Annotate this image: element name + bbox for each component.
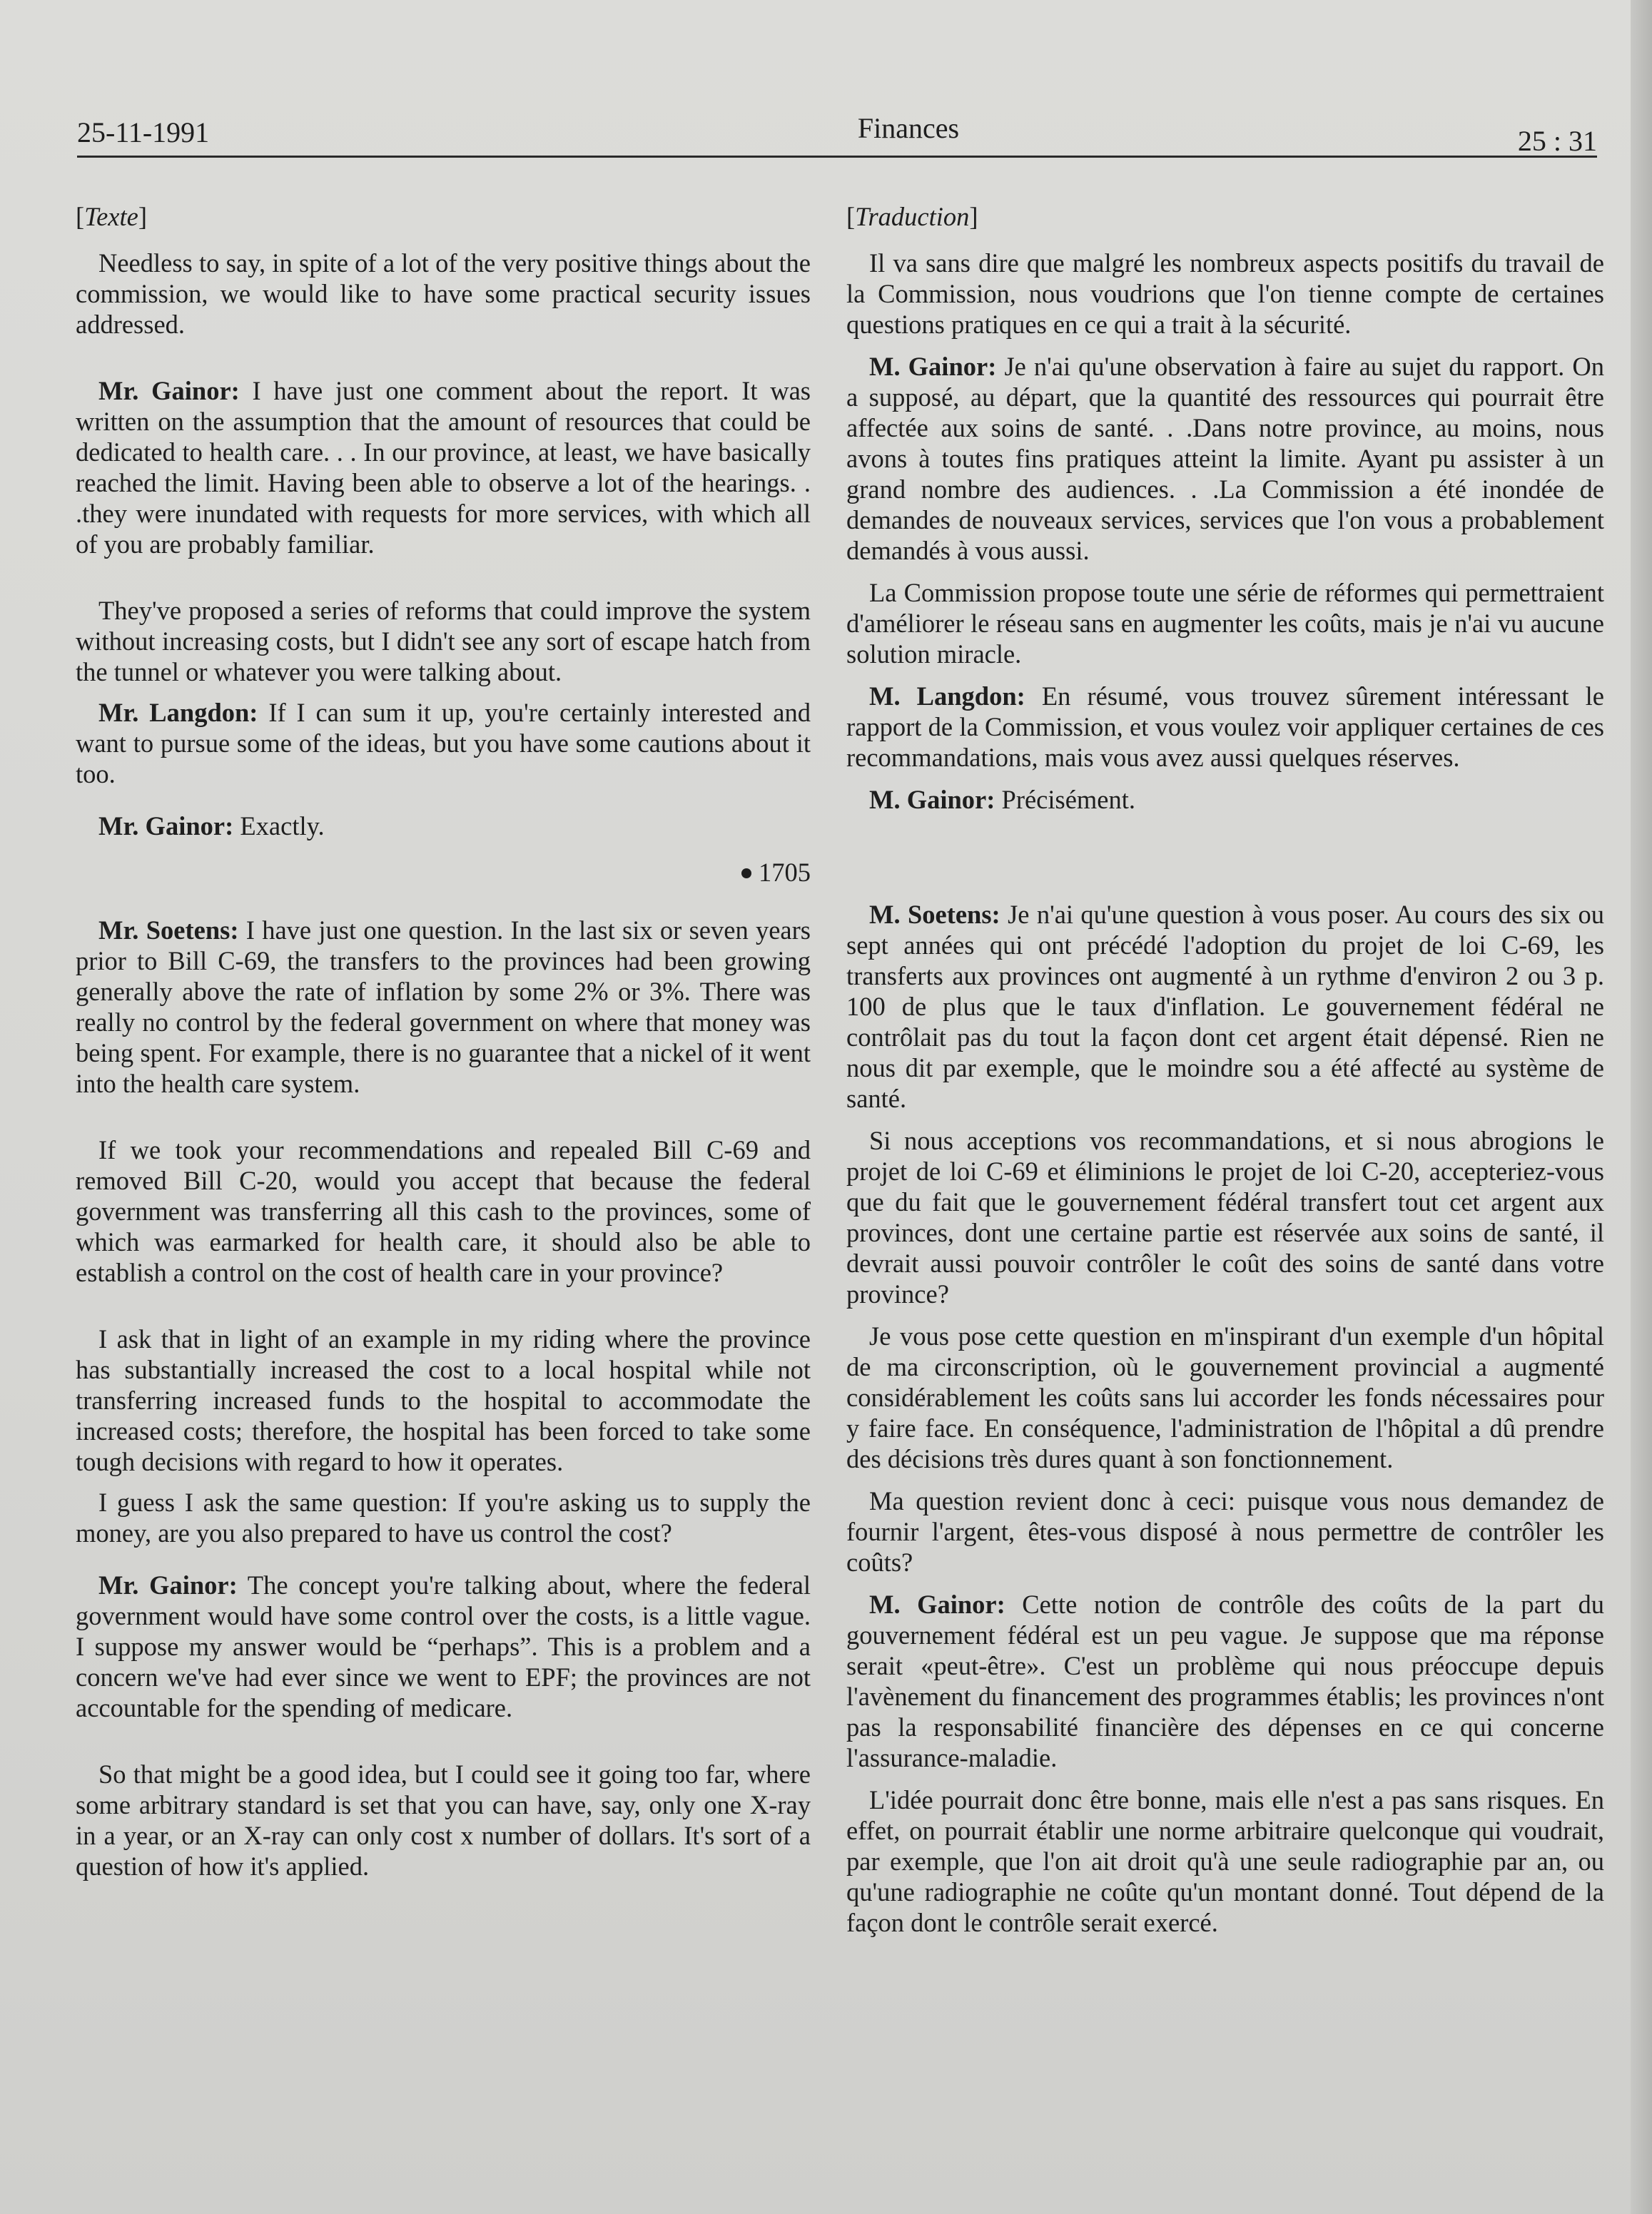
column-tag: [Traduction] (846, 202, 978, 231)
speaker-name: Mr. Langdon: (98, 698, 258, 727)
speaker-paragraph: Mr. Gainor: Exactly. (98, 811, 325, 841)
header-page-number: 25 : 31 (1517, 125, 1597, 157)
header-title: Finances (857, 112, 960, 144)
paragraph: They've proposed a series of reforms that could improve the system without increasing costs, but I didn't see any sort of escape hatch from the tunnel or whatever you were talking about. (76, 596, 811, 686)
speaker-name: Mr. Soetens: (98, 915, 239, 945)
page-header (77, 111, 1597, 158)
speaker-name: M. Gainor: (869, 1590, 1005, 1619)
speaker-name: Mr. Gainor: (98, 811, 234, 841)
paragraph: So that might be a good idea, but I could see it going too far, where some arbitrary standard is set that you can have, say, only one X-ray in a year, or an X-ray can only cost x number of dollars. It's sort of a question of how it's applied. (76, 1759, 811, 1881)
paragraph: If we took your recommendations and repealed Bill C-69 and removed Bill C-20, would you accept that because the federal government was transferring all this cash to the provinces, some of which was earmarked for health care, it should also be able to establish a control on the cost of health care in your province? (76, 1135, 811, 1287)
paragraph: I ask that in light of an example in my riding where the province has substantially increased the cost to a local hospital while not transferring increased funds to the hospital to accommodate the increased costs; therefore, the hospital has been forced to take some tough decisions with regard to how it operates. (76, 1324, 811, 1476)
speaker-paragraph: M. Gainor: Précisément. (869, 785, 1136, 814)
speaker-paragraph: M. Soetens: Je n'ai qu'une question à vous poser. Au cours des six ou sept années qui ont précédé l'adoption du projet de loi C-69, les transferts aux provinces ont augmenté à un rythme d'environ 2 ou 3 p. 100 de plus que le taux d'inflation. Le gouvernement fédéral ne contrôlait pas du tout la façon dont cet argent était dépensé. Rien ne nous dit par exemple, que le moindre sou a été affecté au système de santé. (846, 900, 1604, 1113)
english-column (76, 201, 811, 1882)
speaker-name: M. Langdon: (869, 681, 1025, 711)
speaker-name: Mr. Gainor: (98, 376, 240, 405)
speaker-paragraph: M. Gainor: Cette notion de contrôle des coûts de la part du gouvernement fédéral est un peu vague. Je suppose que ma réponse serait «peut-être». C'est un problème qui nous préoccupe depuis l'avènement du financement des programmes établis; les provinces n'ont pas la responsabilité financière des dépenses en ce qui concerne l'assurance-maladie. (846, 1590, 1604, 1772)
speaker-name: M. Soetens: (869, 900, 1000, 929)
paragraph: Je vous pose cette question en m'inspirant d'un exemple d'un hôpital de ma circonscription, où le gouvernement provincial a augmenté considérablement les coûts sans lui accorder les fonds nécessaires pour y faire face. En conséquence, l'administration de l'hôpital a dû prendre des décisions très dures quant à son fonctionnement. (846, 1321, 1604, 1473)
paragraph: Il va sans dire que malgré les nombreux aspects positifs du travail de la Commission, nous voudrions que l'on tienne compte de certaines questions pratiques en ce qui a trait à la sécurité. (846, 248, 1604, 339)
speaker-paragraph: Mr. Langdon: If I can sum it up, you're certainly interested and want to pursue some of the ideas, but you have some cautions about it too. (76, 698, 811, 788)
paragraph: L'idée pourrait donc être bonne, mais elle n'est a pas sans risques. En effet, on pourrait établir une norme arbitraire quelconque qui voudrait, par exemple, que l'on ait droit qu'à une seule radiographie par an, ou qu'une radiographie ne coûte qu'un montant donné. Tout dépend de la façon dont le contrôle serait exercé. (846, 1785, 1604, 1937)
speaker-paragraph: M. Langdon: En résumé, vous trouvez sûrement intéressant le rapport de la Commission, et vous voulez voir appliquer certaines de ces recommandations, mais vous avez aussi quelques réserves. (846, 681, 1604, 772)
paragraph: La Commission propose toute une série de réformes qui permettraient d'améliorer le réseau sans en augmenter les coûts, mais je n'ai vu aucune solution miracle. (846, 578, 1604, 669)
paragraph: Ma question revient donc à ceci: puisque vous nous demandez de fournir l'argent, êtes-vous disposé à nous permettre de contrôler les coûts? (846, 1486, 1604, 1577)
column-tag: [Texte] (76, 202, 148, 231)
time-marker: 1705 (76, 857, 811, 888)
speaker-name: Mr. Gainor: (98, 1570, 238, 1600)
french-column (846, 201, 1604, 1938)
paragraph: I guess I ask the same question: If you're asking us to supply the money, are you also prepared to have us control the cost? (76, 1488, 811, 1548)
header-date: 25-11-1991 (77, 116, 210, 148)
bullet-icon (741, 868, 751, 878)
speaker-name: M. Gainor: (869, 785, 995, 814)
speaker-paragraph: Mr. Soetens: I have just one question. In the last six or seven years prior to Bill C-69, the transfers to the provinces had been growing generally above the rate of inflation by some 2% or 3%. There was really no control by the federal government on where that money was being spent. For example, there is no guarantee that a nickel of it went into the health care system. (76, 915, 811, 1098)
paragraph: Si nous acceptions vos recommandations, et si nous abrogions le projet de loi C-69 et éliminions le projet de loi C-20, accepteriez-vous que du fait que le gouvernement fédéral transfert tout cet argent aux provinces, dont une certaine partie est réservée aux soins de santé, il devrait aussi pouvoir contrôler le coût des soins de santé dans votre province? (846, 1126, 1604, 1309)
speaker-name: M. Gainor: (869, 352, 997, 381)
speaker-paragraph: Mr. Gainor: I have just one comment about the report. It was written on the assumption that the amount of resources that could be dedicated to health care. . . In our province, at least, we have basically reached the limit. Having been able to observe a lot of the hearings. . .they were inundated with requests for more services, with which all of you are probably familiar. (76, 376, 811, 559)
paragraph: Needless to say, in spite of a lot of the very positive things about the commission, we would like to have some practical security issues addressed. (76, 248, 811, 339)
page-edge (1631, 0, 1652, 2214)
speaker-paragraph: Mr. Gainor: The concept you're talking about, where the federal government would have some control over the costs, is a little vague. I suppose my answer would be “perhaps”. This is a problem and a concern we've had ever since we went to EPF; the provinces are not accountable for the spending of medicare. (76, 1570, 811, 1722)
speaker-paragraph: M. Gainor: Je n'ai qu'une observation à faire au sujet du rapport. On a supposé, au départ, que la quantité des ressources qui pourrait être affectée aux soins de santé. . .Dans notre province, au moins, nous avons à toutes fins pratiques atteint la limite. Ayant pu assister à un grand nombre des audiences. . .La Commission a été inondée de demandes de nouveaux services, services que l'on vous a probablement demandés à vous aussi. (846, 352, 1605, 565)
